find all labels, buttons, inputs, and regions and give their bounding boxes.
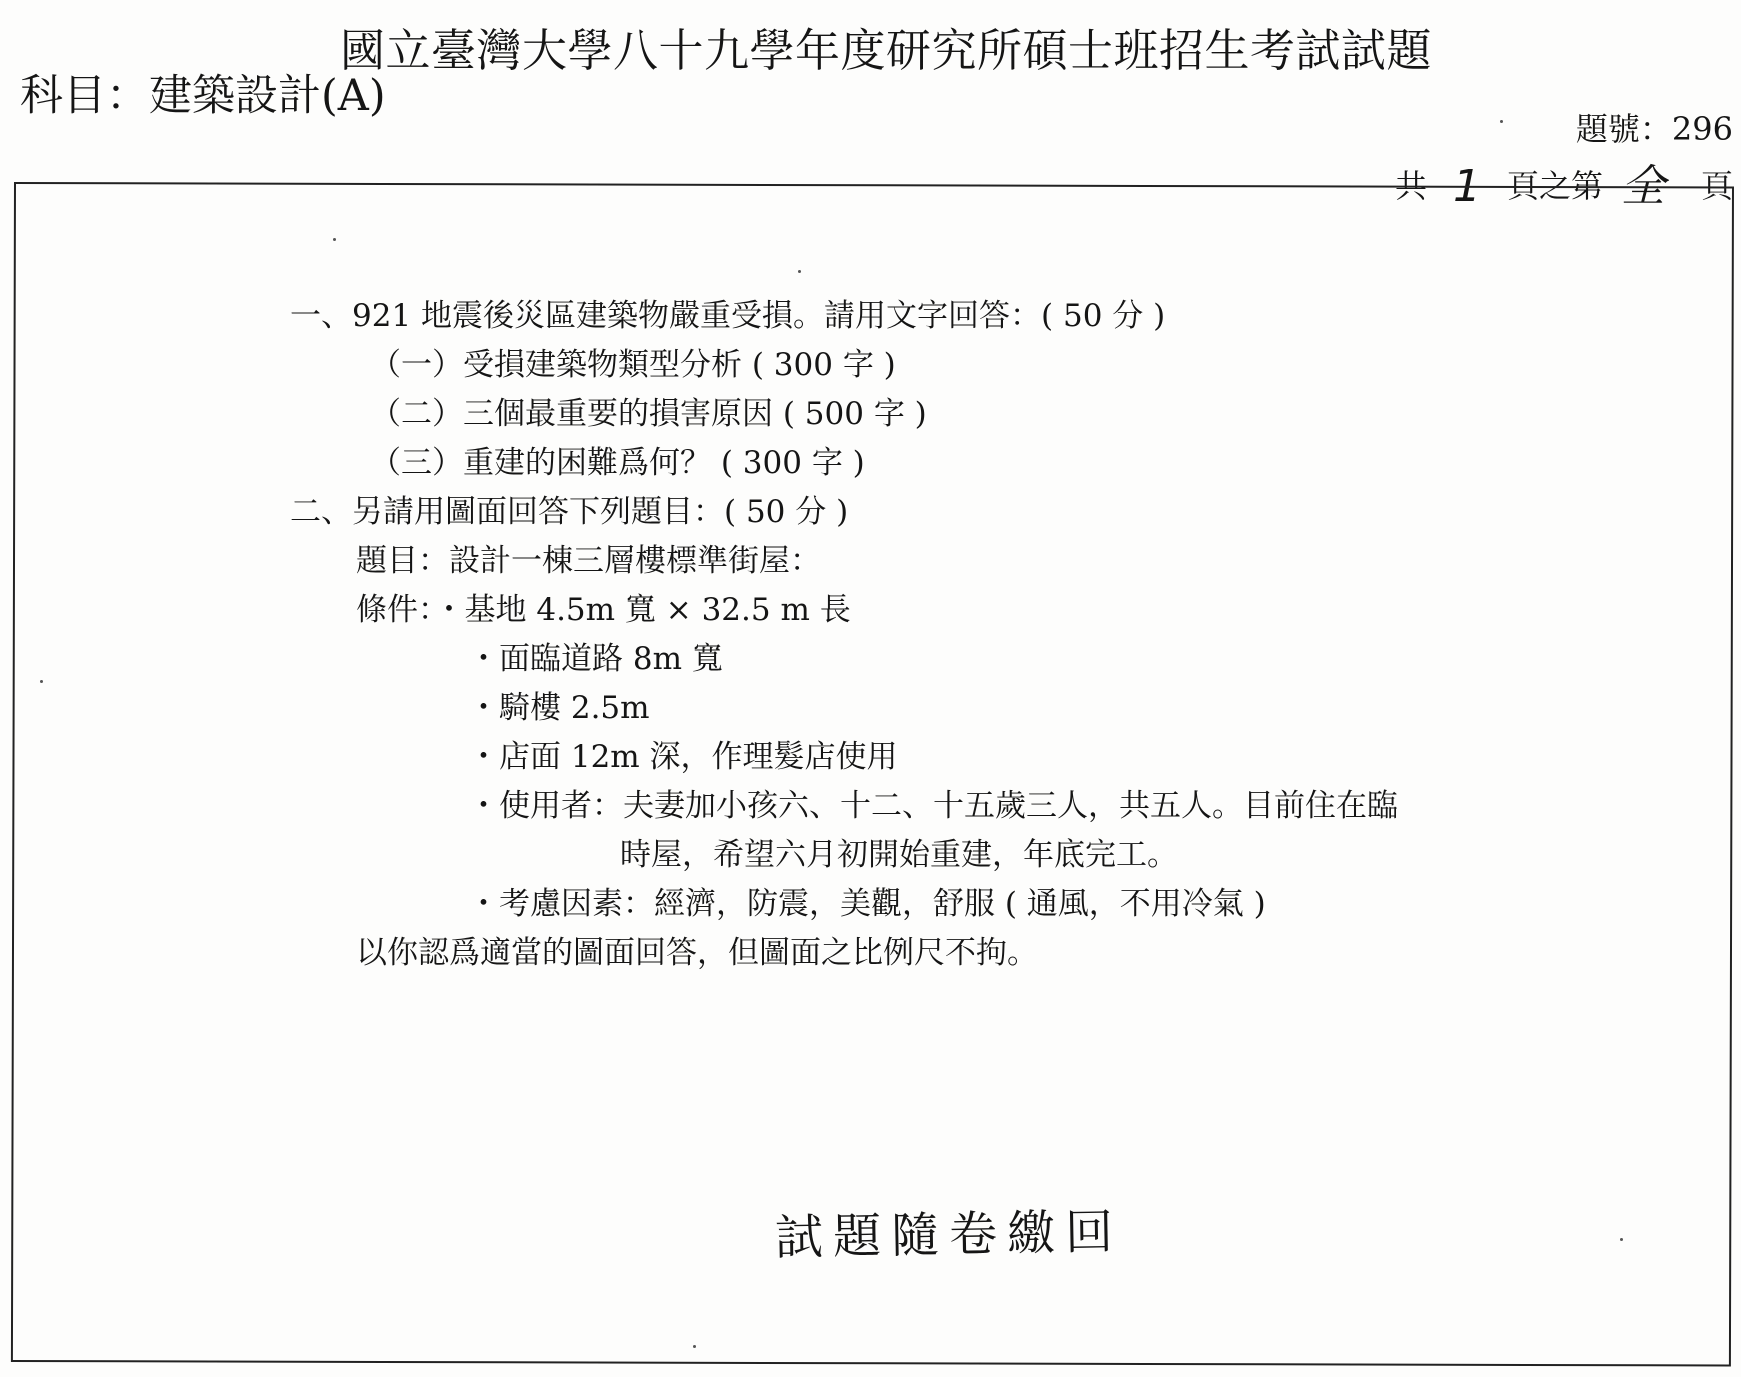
- question-1-item: （三）重建的困難爲何？ ( 300 字 ): [370, 445, 865, 481]
- scan-speck: [333, 238, 336, 241]
- condition-item: ・店面 12m 深，作理髮店使用: [468, 739, 898, 775]
- page-suffix: 頁: [1700, 167, 1733, 205]
- condition-item: ・面臨道路 8m 寬: [468, 641, 723, 677]
- exam-title: 國立臺灣大學八十九學年度研究所碩士班招生考試試題: [340, 24, 1433, 77]
- page-total: 1: [1452, 161, 1481, 212]
- question-1-item: （一）受損建築物類型分析 ( 300 字 ): [370, 347, 896, 383]
- question-1-heading: 一、921 地震後災區建築物嚴重受損。請用文字回答：( 50 分 ): [290, 298, 1166, 334]
- condition-item: 條件：・基地 4.5m 寬 × 32.5 m 長: [356, 592, 851, 628]
- question-2-topic: 題目：設計一棟三層樓標準街屋：: [356, 543, 821, 579]
- scan-speck: [40, 680, 43, 683]
- question-2-heading: 二、另請用圖面回答下列題目：( 50 分 ): [290, 494, 849, 530]
- scan-speck: [1500, 120, 1503, 123]
- condition-item: ・使用者：夫妻加小孩六、十二、十五歲三人，共五人。目前住在臨: [468, 788, 1398, 824]
- page-prefix: 共: [1394, 167, 1427, 205]
- condition-item: ・騎樓 2.5m: [468, 690, 650, 726]
- scan-speck: [693, 1345, 696, 1348]
- page-middle: 頁之第: [1506, 167, 1603, 205]
- scan-speck: [798, 270, 801, 273]
- question-number: 題號：296: [1575, 110, 1733, 148]
- question-body: [290, 292, 1590, 978]
- page-current: 全: [1620, 161, 1665, 212]
- question-1-item: （二）三個最重要的損害原因 ( 500 字 ): [370, 396, 927, 432]
- question-2-closing: 以你認爲適當的圖面回答，但圖面之比例尺不拘。: [356, 935, 1038, 971]
- subject-label: 科目：建築設計(A): [20, 71, 386, 121]
- scan-speck: [1620, 1238, 1623, 1241]
- condition-item: ・考慮因素：經濟，防震，美觀，舒服 ( 通風，不用冷氣 ): [468, 886, 1266, 922]
- return-with-paper-stamp: 試題隨卷繳回: [774, 1203, 1124, 1267]
- condition-continuation: 時屋，希望六月初開始重建，年底完工。: [620, 837, 1178, 873]
